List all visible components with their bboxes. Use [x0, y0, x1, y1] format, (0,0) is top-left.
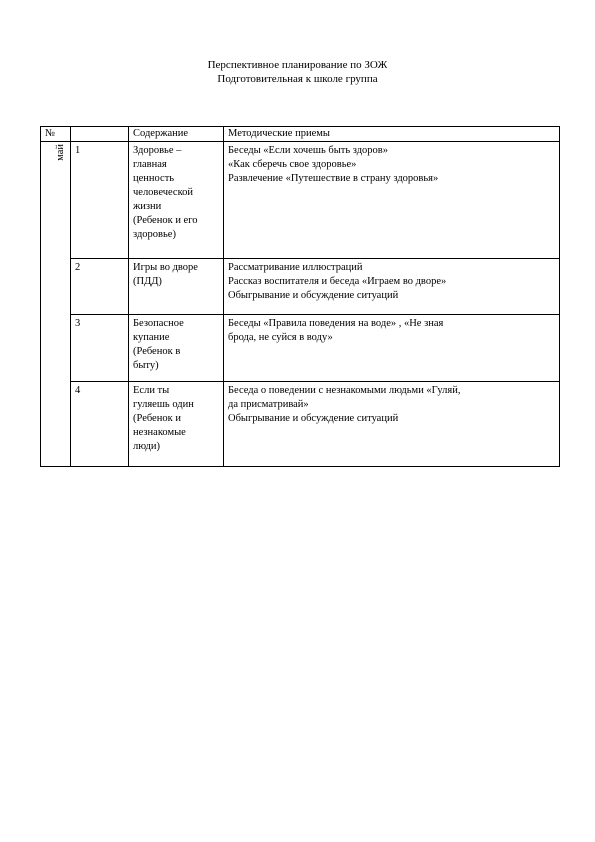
methods-line: брода, не суйся в воду» — [228, 332, 333, 343]
row-content — [129, 315, 224, 382]
content-line: купание — [133, 332, 170, 343]
methods-line: Рассматривание иллюстраций — [228, 262, 363, 273]
content-line: гуляешь один — [133, 399, 194, 410]
row-methods — [224, 315, 560, 382]
content-line: быту) — [133, 360, 159, 371]
content-line: главная — [133, 159, 167, 170]
content-line: незнакомые — [133, 427, 186, 438]
page-header — [0, 58, 595, 86]
content-line: Если ты — [133, 385, 170, 396]
page-title: Перспективное планирование по ЗОЖ — [207, 59, 388, 71]
content-line: (ПДД) — [133, 276, 162, 287]
row-methods — [224, 259, 560, 315]
methods-line: Обыгрывание и обсуждение ситуаций — [228, 290, 399, 301]
page-subtitle: Подготовительная к школе группа — [217, 73, 378, 85]
content-line: (Ребенок и его — [133, 215, 198, 226]
table-row — [41, 315, 560, 382]
methods-line: Обыгрывание и обсуждение ситуаций — [228, 413, 399, 424]
methods-line: Беседы «Если хочешь быть здоров» — [228, 145, 389, 156]
table-header-row — [41, 127, 560, 142]
plan-table — [40, 126, 560, 467]
methods-line: Беседа о поведении с незнакомыми людьми «Гуляй, — [228, 385, 461, 396]
table-row — [41, 259, 560, 315]
header-methods: Методические приемы — [224, 127, 560, 142]
content-line: Игры во дворе — [133, 262, 198, 273]
content-line: Безопасное — [133, 318, 184, 329]
methods-line: Беседы «Правила поведения на воде» , «Не зная — [228, 318, 444, 329]
header-blank — [71, 127, 129, 142]
row-content — [129, 142, 224, 259]
row-content — [129, 259, 224, 315]
content-line: здоровье) — [133, 229, 176, 240]
row-number: 4 — [71, 382, 129, 467]
row-number: 3 — [71, 315, 129, 382]
content-line: (Ребенок в — [133, 346, 181, 357]
row-number: 1 — [71, 142, 129, 259]
content-line: человеческой — [133, 187, 194, 198]
table-row — [41, 142, 560, 259]
content-line: (Ребенок и — [133, 413, 181, 424]
content-line: жизни — [133, 201, 162, 212]
row-number: 2 — [71, 259, 129, 315]
row-content — [129, 382, 224, 467]
table-row — [41, 382, 560, 467]
methods-line: Рассказ воспитателя и беседа «Играем во дворе» — [228, 276, 447, 287]
methods-line: «Как сберечь свое здоровье» — [228, 159, 357, 170]
content-line: люди) — [133, 441, 161, 452]
content-line: Здоровье – — [133, 145, 182, 156]
header-number: № — [41, 127, 71, 142]
month-cell — [41, 142, 71, 467]
header-content: Содержание — [129, 127, 224, 142]
content-line: ценность — [133, 173, 175, 184]
row-methods — [224, 142, 560, 259]
methods-line: Развлечение «Путешествие в страну здоровья» — [228, 173, 439, 184]
row-methods — [224, 382, 560, 467]
month-label: май — [55, 144, 66, 161]
methods-line: да присматривай» — [228, 399, 309, 410]
